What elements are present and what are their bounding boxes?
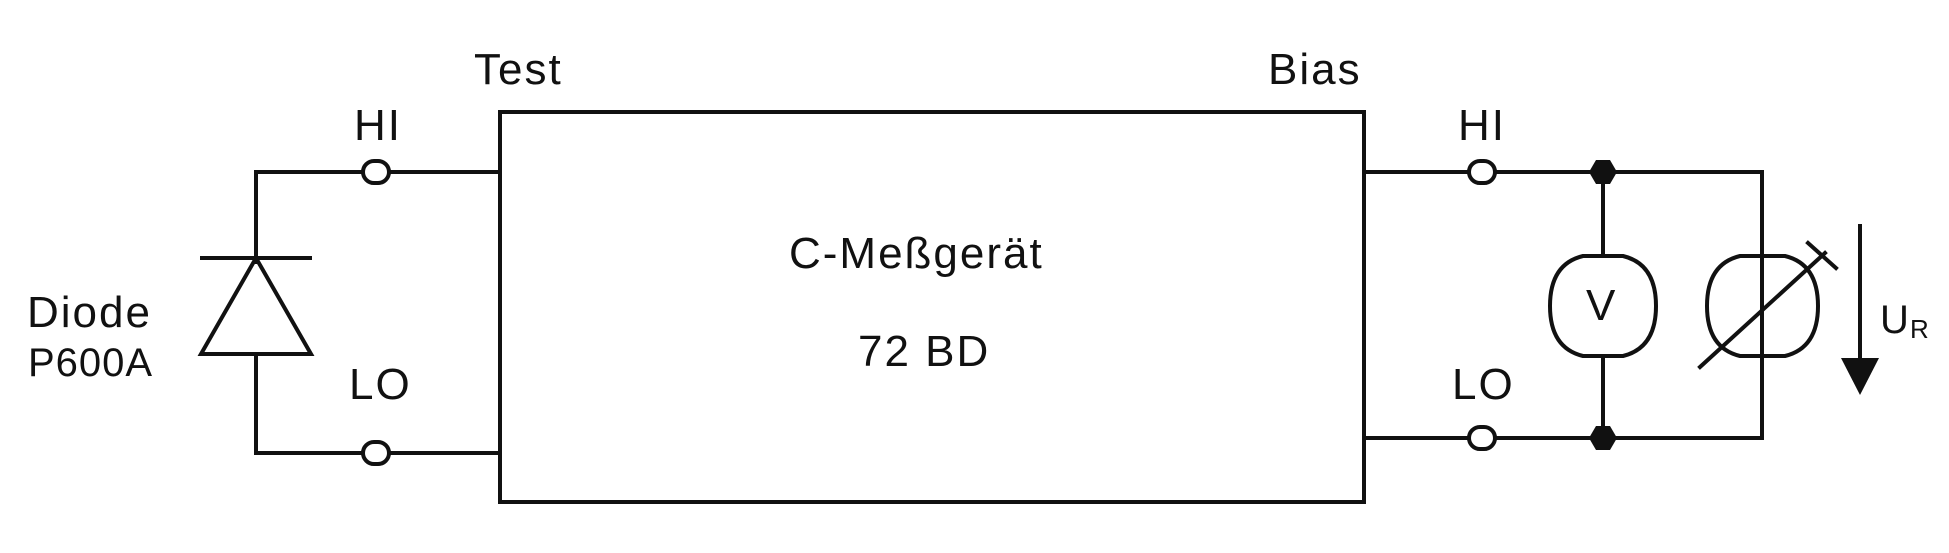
instrument-title: C-Meßgerät (789, 229, 1044, 278)
left-lo-wire (256, 355, 363, 453)
right-lo-label: LO (1452, 360, 1515, 409)
left-lo-label: LO (349, 360, 412, 409)
voltage-label-main: U (1880, 298, 1910, 342)
instrument-box (500, 112, 1364, 502)
junction-dot-bottom (1589, 426, 1617, 450)
right-lo-terminal (1469, 427, 1495, 449)
bias-label: Bias (1268, 45, 1362, 94)
voltmeter-symbol: V (1586, 281, 1618, 330)
diode-name-label: Diode (27, 288, 152, 337)
left-hi-terminal (363, 161, 389, 183)
voltage-label-subscript: R (1910, 314, 1929, 344)
diode-triangle (201, 258, 311, 354)
voltage-arrow-head (1841, 358, 1879, 395)
left-hi-label: HI (354, 101, 402, 150)
instrument-model: 72 BD (858, 327, 991, 376)
left-lo-terminal (363, 442, 389, 464)
junction-dot-top (1589, 160, 1617, 184)
left-hi-wire (256, 172, 363, 262)
test-label: Test (474, 45, 563, 94)
right-hi-terminal (1469, 161, 1495, 183)
right-hi-label: HI (1458, 101, 1506, 150)
diode-part-label: P600A (28, 341, 154, 385)
